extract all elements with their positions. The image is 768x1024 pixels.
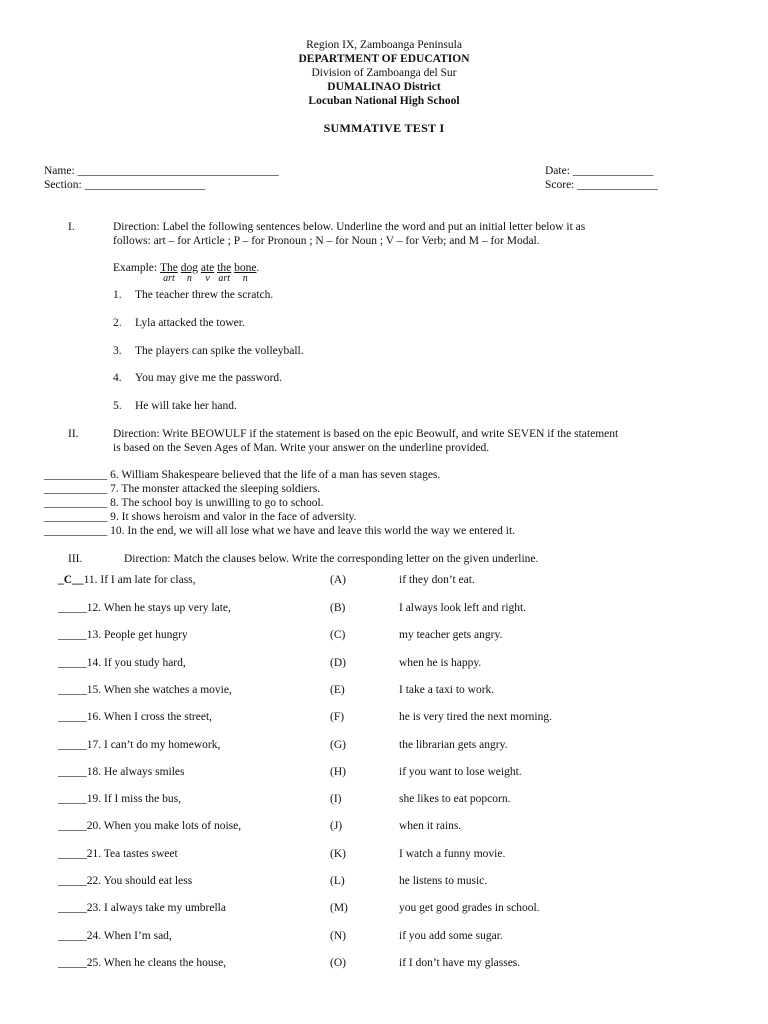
match-clause: if you want to lose weight. — [399, 766, 522, 778]
match-letter: (D) — [330, 657, 346, 669]
match-letter: (L) — [330, 875, 345, 887]
table-row[interactable]: _____12. When he stays up very late, — [58, 602, 231, 614]
match-letter: (A) — [330, 574, 346, 586]
match-letter: (B) — [330, 602, 346, 614]
list-item[interactable]: ___________ 8. The school boy is unwilling to go to school. — [44, 497, 324, 509]
section-field[interactable]: Section: _____________________ — [44, 179, 206, 191]
match-clause: if they don’t eat. — [399, 574, 475, 586]
match-clause: he listens to music. — [399, 875, 488, 887]
example-word: the art — [217, 262, 232, 284]
region-line: Region IX, Zamboanga Peninsula — [306, 39, 462, 51]
division-line: Division of Zamboanga del Sur — [311, 67, 457, 79]
match-clause: the librarian gets angry. — [399, 739, 508, 751]
match-letter: (E) — [330, 684, 345, 696]
part1-example — [113, 262, 259, 284]
part1-direction-line2: follows: art – for Article ; P – for Pronoun ; N – for Noun ; V – for Verb; and M – for Modal. — [113, 234, 540, 247]
table-row[interactable]: _____20. When you make lots of noise, — [58, 820, 242, 832]
table-row[interactable]: _____15. When she watches a movie, — [58, 684, 232, 696]
score-field[interactable]: Score: ______________ — [545, 179, 658, 191]
match-clause: I always look left and right. — [399, 602, 527, 614]
part2-number: II. — [68, 428, 79, 440]
match-letter: (H) — [330, 766, 346, 778]
match-letter: (M) — [330, 902, 348, 914]
example-word: dog n — [180, 262, 198, 284]
table-row[interactable]: _____17. I can’t do my homework, — [58, 739, 221, 751]
match-clause: I watch a funny movie. — [399, 848, 506, 860]
table-row[interactable]: _____16. When I cross the street, — [58, 711, 213, 723]
school-line: Locuban National High School — [308, 95, 460, 107]
match-clause: if you add some sugar. — [399, 930, 503, 942]
department-line: DEPARTMENT OF EDUCATION — [298, 53, 470, 65]
match-letter: (J) — [330, 820, 343, 832]
example-word: bone n — [234, 262, 257, 284]
match-clause: she likes to eat popcorn. — [399, 793, 511, 805]
match-clause: when he is happy. — [399, 657, 482, 669]
list-item: 5. He will take her hand. — [113, 400, 237, 412]
match-clause: my teacher gets angry. — [399, 629, 503, 641]
example-period: . — [256, 262, 260, 274]
part2-direction-line2: is based on the Seven Ages of Man. Write your answer on the underline provided. — [113, 441, 490, 454]
table-row[interactable]: _C__11. If I am late for class, — [58, 574, 196, 586]
part3-direction: Direction: Match the clauses below. Write the corresponding letter on the given underline. — [124, 553, 539, 565]
list-item: 1. The teacher threw the scratch. — [113, 289, 274, 301]
name-field[interactable]: Name: ___________________________________ — [44, 165, 279, 177]
table-row[interactable]: _____21. Tea tastes sweet — [58, 848, 178, 860]
answer-c[interactable]: _C__ — [58, 574, 84, 586]
list-item: 2. Lyla attacked the tower. — [113, 317, 245, 329]
match-clause: if I don’t have my glasses. — [399, 957, 521, 969]
list-item[interactable]: ___________ 6. William Shakespeare believed that the life of a man has seven stages. — [44, 469, 441, 481]
match-letter: (O) — [330, 957, 346, 969]
example-word: ate v — [200, 262, 215, 284]
part2-direction — [113, 428, 725, 455]
match-letter: (K) — [330, 848, 346, 860]
table-row[interactable]: _____14. If you study hard, — [58, 657, 186, 669]
match-letter: (F) — [330, 711, 345, 723]
table-row[interactable]: _____19. If I miss the bus, — [58, 793, 181, 805]
list-item[interactable]: ___________ 10. In the end, we will all lose what we have and leave this world the way we entered it. — [44, 525, 516, 537]
match-clause: he is very tired the next morning. — [399, 711, 552, 723]
list-item[interactable]: ___________ 7. The monster attacked the sleeping soldiers. — [44, 483, 321, 495]
part3-number: III. — [68, 553, 83, 565]
match-clause: you get good grades in school. — [399, 902, 540, 914]
match-letter: (G) — [330, 739, 346, 751]
match-letter: (I) — [330, 793, 342, 805]
date-field[interactable]: Date: ______________ — [545, 165, 654, 177]
test-title: SUMMATIVE TEST I — [323, 121, 445, 135]
part1-number: I. — [68, 221, 75, 233]
table-row[interactable]: _____25. When he cleans the house, — [58, 957, 227, 969]
part2-direction-line1: Direction: Write BEOWULF if the statement is based on the epic Beowulf, and write SEVEN if the statement — [113, 428, 619, 440]
district-line: DUMALINAO District — [327, 81, 441, 93]
list-item: 3. The players can spike the volleyball. — [113, 345, 304, 357]
example-word: The art — [159, 262, 178, 284]
part1-direction-line1: Direction: Label the following sentences below. Underline the word and put an initial letter below it as — [113, 221, 586, 233]
table-row[interactable]: _____18. He always smiles — [58, 766, 185, 778]
document-header — [0, 38, 768, 108]
match-letter: (C) — [330, 629, 346, 641]
list-item[interactable]: ___________ 9. It shows heroism and valor in the face of adversity. — [44, 511, 357, 523]
match-letter: (N) — [330, 930, 346, 942]
part1-direction — [113, 221, 725, 248]
list-item: 4. You may give me the password. — [113, 372, 283, 384]
example-label: Example: — [113, 262, 158, 274]
match-clause: I take a taxi to work. — [399, 684, 495, 696]
table-row[interactable]: _____13. People get hungry — [58, 629, 188, 641]
table-row[interactable]: _____24. When I’m sad, — [58, 930, 172, 942]
table-row[interactable]: _____22. You should eat less — [58, 875, 193, 887]
match-clause: when it rains. — [399, 820, 462, 832]
table-row[interactable]: _____23. I always take my umbrella — [58, 902, 226, 914]
